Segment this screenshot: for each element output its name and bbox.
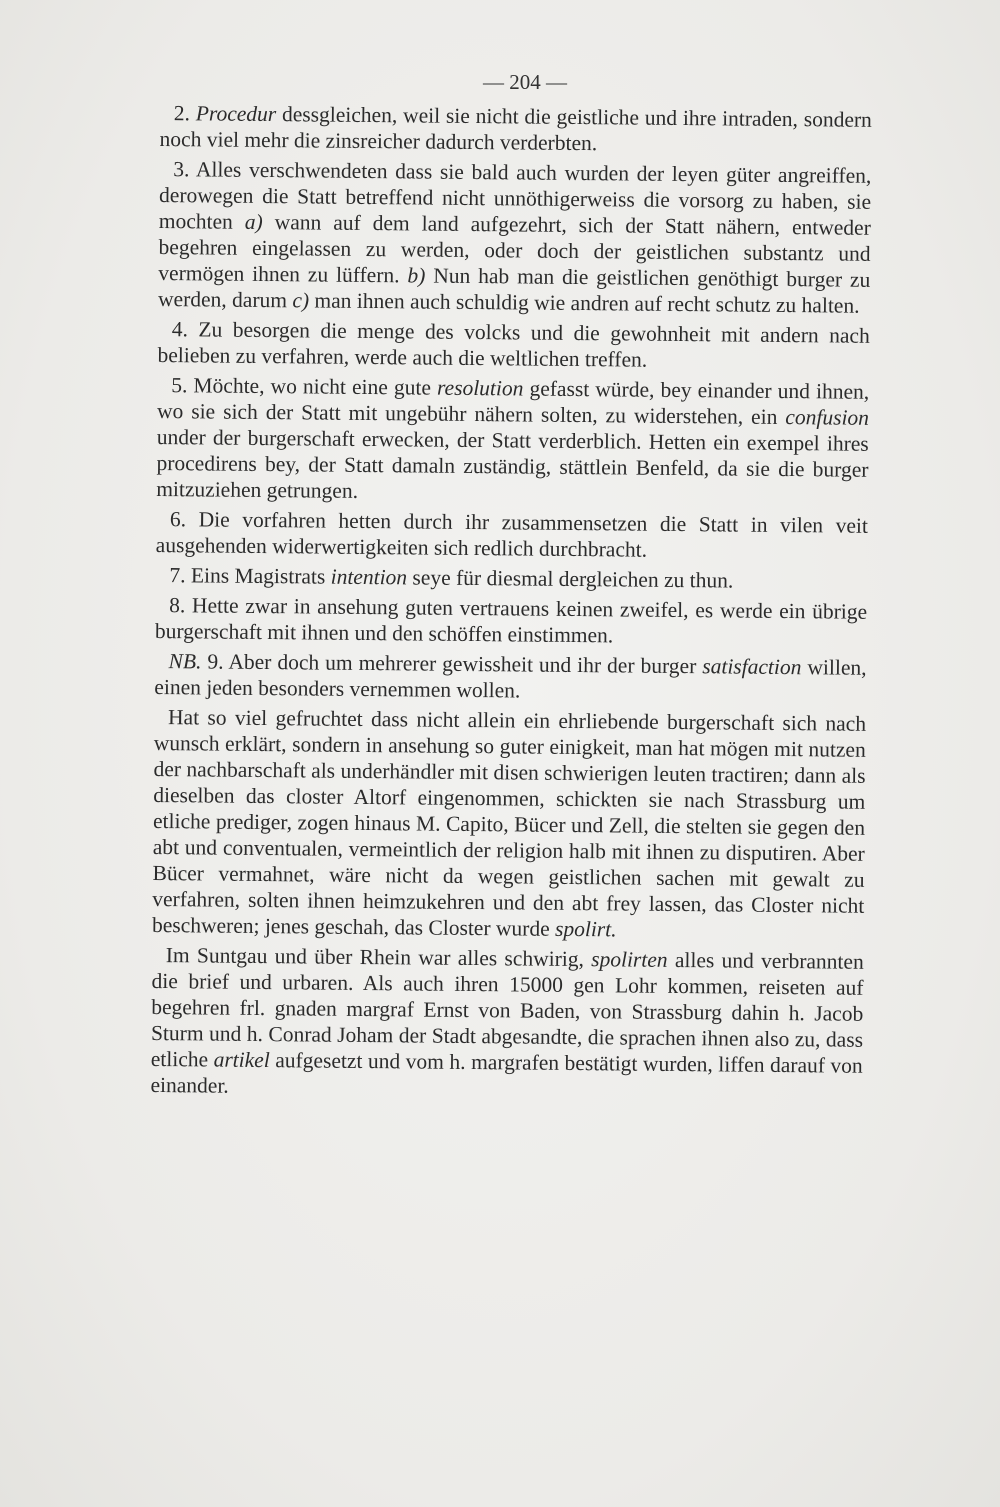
page-number: — 204 — bbox=[483, 70, 567, 94]
text-run: 5. Möchte, wo nicht eine gute bbox=[171, 373, 438, 400]
paragraph bbox=[160, 100, 872, 159]
italic-text: NB. bbox=[168, 649, 202, 674]
paragraph bbox=[157, 316, 869, 375]
text-run: 9. Aber doch um mehrerer gewissheit und ihr der burger bbox=[201, 649, 703, 679]
text-run: 3. Alles verschwendeten dass sie bald auch wurden der leyen güter angreiffen, derowegen die Statt betreffend nicht unnöthigerweiss die vorsorg zu haben, sie mochten bbox=[158, 157, 872, 234]
text-run: gefasst würde, bey einander und ihnen, wo sie sich der Statt mit ungebühr nähern solten, zu widerstehen, ein bbox=[156, 376, 870, 430]
text-run: 7. Eins Magistrats bbox=[169, 563, 331, 589]
paragraph bbox=[156, 506, 868, 565]
italic-text: artikel bbox=[213, 1047, 270, 1073]
text-run: alles und verbrannten die brief und urbaren. Als auch ihren 15000 gen Lohr kommen, reiseten auf begehren frl. gnaden margraf Ernst von Baden, von Strassburg dahin h. Jacob Sturm und h. Conrad Joham der Stadt abgesandte, die sprachen ihnen also zu, dass etliche bbox=[150, 947, 864, 1072]
text-run: 4. Zu besorgen die menge des volcks und die gewohnheit mit andern nach belieben zu verfahren, werde auch die weltlichen treffen. bbox=[157, 317, 870, 372]
paragraph bbox=[155, 562, 867, 595]
paragraph bbox=[158, 156, 871, 319]
text-run: Nun hab man die geistlichen genöthigt burger zu werden, darum bbox=[157, 263, 871, 313]
paragraph bbox=[152, 704, 866, 945]
text-run: wann auf dem land aufgezehrt, sich der Statt nähern, entweder begehren eingelassen zu werden, oder doch der geistlichen substantz und vermögen ihnen zu lüffern. bbox=[158, 209, 871, 288]
text-run: seye für diesmal dergleichen zu thun. bbox=[407, 565, 734, 593]
text-run: 8. Hette zwar in ansehung guten vertrauens keinen zweifel, es werde ein übrige burgerschaft mit ihnen und den schöffen einstimmen. bbox=[154, 593, 868, 648]
italic-text: intention bbox=[330, 564, 408, 590]
italic-text: b) bbox=[407, 263, 426, 288]
text-run: aufgesetzt und vom h. margrafen bestätigt wurden, liffen darauf von einander. bbox=[150, 1048, 863, 1098]
text-run: Hat so viel gefruchtet dass nicht allein ein ehrliebende burgerschaft sich nach wunsch erklärt, sondern in ansehung so guter einigkeit, man hat mögen mit nutzen der nachbarschaft als underhändler mit disen schwierigen leuten tractiren; dann als dieselben das closter Altorf eingenommen, schickten sie nach Strassburg um etliche prediger, zogen hinaus M. Capito, Bücer und Zell, die stelten sie gegen den abt und conventualen, vermeintlich der religion halb mit ihnen zu disputiren. Aber Bücer vermahnet, wäre nicht da wegen geistlichen sachen mit gewalt zu verfahren, solten ihnen heimzukehren und den abt frey lassen, das Closter nicht beschweren; jenes geschah, das Closter wurde bbox=[151, 705, 867, 941]
italic-text: c) bbox=[292, 288, 310, 313]
paragraph bbox=[155, 592, 867, 651]
text-run: dessgleichen, weil sie nicht die geistliche und ihre intraden, sondern noch viel mehr die zinsreicher dadurch verderbten. bbox=[159, 102, 872, 156]
text-run: 2. bbox=[173, 101, 196, 126]
text-run: man ihnen auch schuldig wie andren auf recht schutz zu halten. bbox=[308, 288, 860, 318]
paragraph bbox=[150, 942, 863, 1105]
text-run: under der burgerschaft erwecken, der Statt verderblich. Hetten ein exempel ihres procedirens bey, der Statt damaln zuständig, stättlein Benfeld, da sie die burger mitzuziehen getrungen. bbox=[156, 424, 869, 503]
italic-text: spolirt. bbox=[554, 916, 617, 942]
text-run: Im Suntgau und über Rhein war alles schwirig, bbox=[165, 943, 592, 972]
paragraph bbox=[156, 372, 869, 509]
italic-text: resolution bbox=[436, 375, 524, 401]
body-text bbox=[150, 100, 872, 1109]
text-run: 6. Die vorfahren hetten durch ihr zusammensetzen die Statt in vilen veit ausgehenden widerwertigkeiten sich redlich durchbracht. bbox=[155, 507, 869, 562]
italic-text: satisfaction bbox=[702, 654, 802, 680]
italic-text: Procedur bbox=[195, 101, 277, 127]
text-run: willen, einen jeden besonders vernemmen wollen. bbox=[154, 655, 867, 703]
italic-text: confusion bbox=[785, 405, 870, 430]
paragraph bbox=[154, 648, 866, 707]
italic-text: a) bbox=[244, 209, 263, 234]
italic-text: spolirten bbox=[591, 947, 668, 972]
